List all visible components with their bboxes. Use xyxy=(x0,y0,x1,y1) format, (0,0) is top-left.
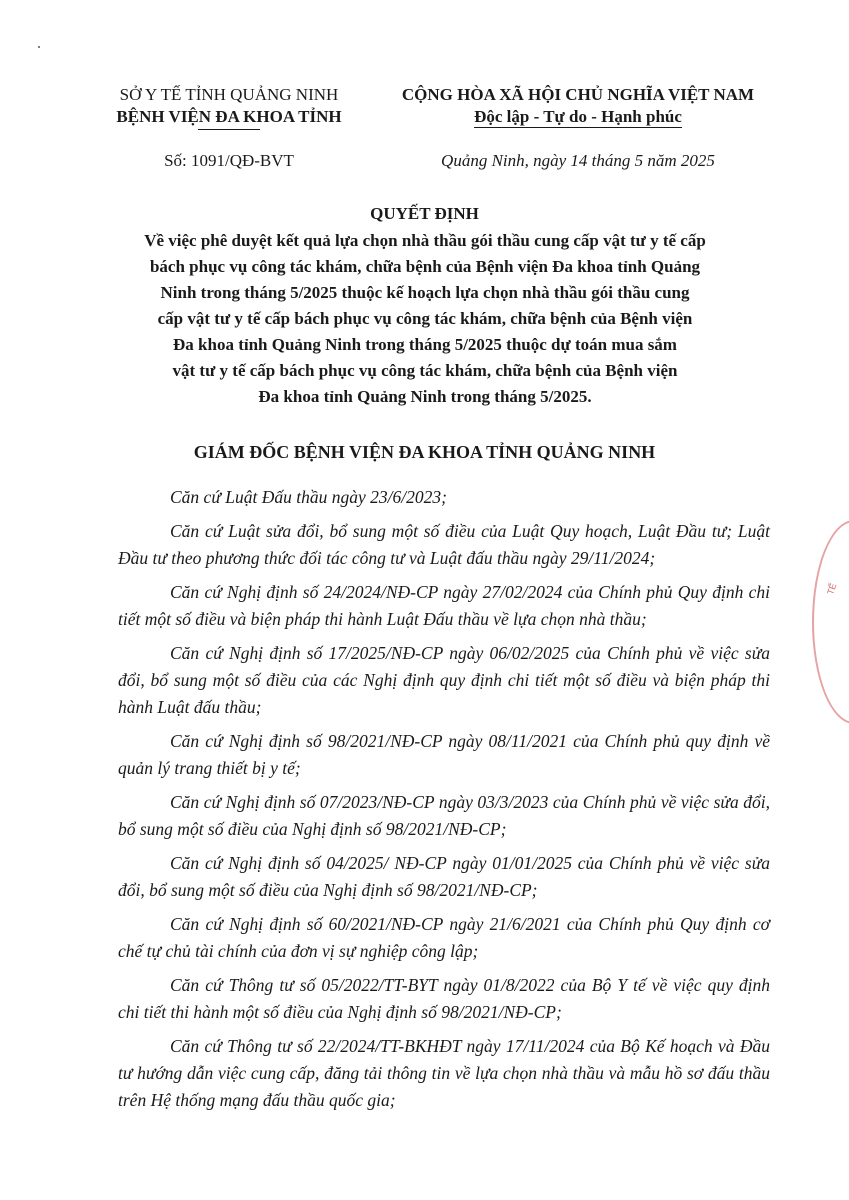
basis-paragraph: Căn cứ Luật sửa đổi, bổ sung một số điều của Luật Quy hoạch, Luật Đầu tư; Luật Đầu tư theo phương thức đối tác công tư và Luật đấu thầu ngày 29/11/2024; xyxy=(118,521,770,568)
basis-paragraph: Căn cứ Nghị định số 17/2025/NĐ-CP ngày 06/02/2025 của Chính phủ về việc sửa đổi, bổ sung một số điều của các Nghị định quy định chi tiết một số điều và biện pháp thi hành Luật đấu thầu; xyxy=(118,643,770,717)
subject-line: Về việc phê duyệt kết quả lựa chọn nhà thầu gói thầu cung cấp vật tư y tế cấp xyxy=(144,231,706,250)
subject-line: Ninh trong tháng 5/2025 thuộc kế hoạch lựa chọn nhà thầu gói thầu cung xyxy=(160,283,690,302)
agency-underline xyxy=(198,129,260,130)
issuing-agency xyxy=(84,84,374,130)
national-motto: Độc lập - Tự do - Hạnh phúc xyxy=(474,107,682,126)
national-heading xyxy=(372,84,784,128)
red-seal-stamp xyxy=(812,520,849,724)
decision-subject xyxy=(118,228,732,410)
basis-paragraph: Căn cứ Thông tư số 05/2022/TT-BYT ngày 01/8/2022 của Bộ Y tế về việc quy định chi tiết thi hành một số điều của Nghị định số 98/2021/NĐ-CP; xyxy=(118,975,770,1022)
subject-line: cấp vật tư y tế cấp bách phục vụ công tác khám, chữa bệnh của Bệnh viện xyxy=(157,309,693,328)
subject-line: Đa khoa tỉnh Quảng Ninh trong tháng 5/2025 thuộc dự toán mua sắm xyxy=(173,335,677,354)
basis-paragraph: Căn cứ Nghị định số 24/2024/NĐ-CP ngày 27/02/2024 của Chính phủ Quy định chi tiết một số điều và biện pháp thi hành Luật Đấu thầu về lựa chọn nhà thầu; xyxy=(118,582,770,629)
legal-basis xyxy=(118,484,770,1121)
basis-paragraph: Căn cứ Thông tư số 22/2024/TT-BKHĐT ngày 17/11/2024 của Bộ Kế hoạch và Đầu tư hướng dẫn việc cung cấp, đăng tải thông tin về lựa chọn nhà thầu và mẫu hồ sơ đấu thầu trên Hệ thống mạng đấu thầu quốc gia; xyxy=(118,1036,770,1110)
document-number: Số: 1091/QĐ-BVT xyxy=(164,151,294,170)
basis-paragraph: Căn cứ Nghị định số 04/2025/ NĐ-CP ngày 01/01/2025 của Chính phủ về việc sửa đổi, bổ sung một số điều của Nghị định số 98/2021/NĐ-CP; xyxy=(118,853,770,900)
subject-line: bách phục vụ công tác khám, chữa bệnh của Bệnh viện Đa khoa tỉnh Quảng xyxy=(149,257,701,276)
agency-line-2: BỆNH VIỆN ĐA KHOA TỈNH xyxy=(116,107,342,126)
nation-name: CỘNG HÒA XÃ HỘI CHỦ NGHĨA VIỆT NAM xyxy=(401,85,755,104)
issuing-authority: GIÁM ĐỐC BỆNH VIỆN ĐA KHOA TỈNH QUẢNG NINH xyxy=(193,442,656,462)
basis-paragraph: Căn cứ Nghị định số 98/2021/NĐ-CP ngày 08/11/2021 của Chính phủ quy định về quản lý trang thiết bị y tế; xyxy=(118,731,770,778)
subject-line: vật tư y tế cấp bách phục vụ công tác khám, chữa bệnh của Bệnh viện xyxy=(172,361,678,380)
scan-speck xyxy=(38,46,40,48)
decision-title: QUYẾT ĐỊNH xyxy=(370,204,479,223)
seal-text-fragment: TẾ xyxy=(825,581,839,597)
basis-paragraph: Căn cứ Luật Đấu thầu ngày 23/6/2023; xyxy=(170,487,447,507)
date-place: Quảng Ninh, ngày 14 tháng 5 năm 2025 xyxy=(441,151,715,170)
subject-line: Đa khoa tỉnh Quảng Ninh trong tháng 5/2025. xyxy=(258,387,592,406)
basis-paragraph: Căn cứ Nghị định số 07/2023/NĐ-CP ngày 03/3/2023 của Chính phủ về việc sửa đổi, bổ sung một số điều của Nghị định số 98/2021/NĐ-CP; xyxy=(118,792,770,839)
basis-paragraph: Căn cứ Nghị định số 60/2021/NĐ-CP ngày 21/6/2021 của Chính phủ Quy định cơ chế tự chủ tài chính của đơn vị sự nghiệp công lập; xyxy=(118,914,770,961)
agency-line-1: SỞ Y TẾ TỈNH QUẢNG NINH xyxy=(119,85,339,104)
